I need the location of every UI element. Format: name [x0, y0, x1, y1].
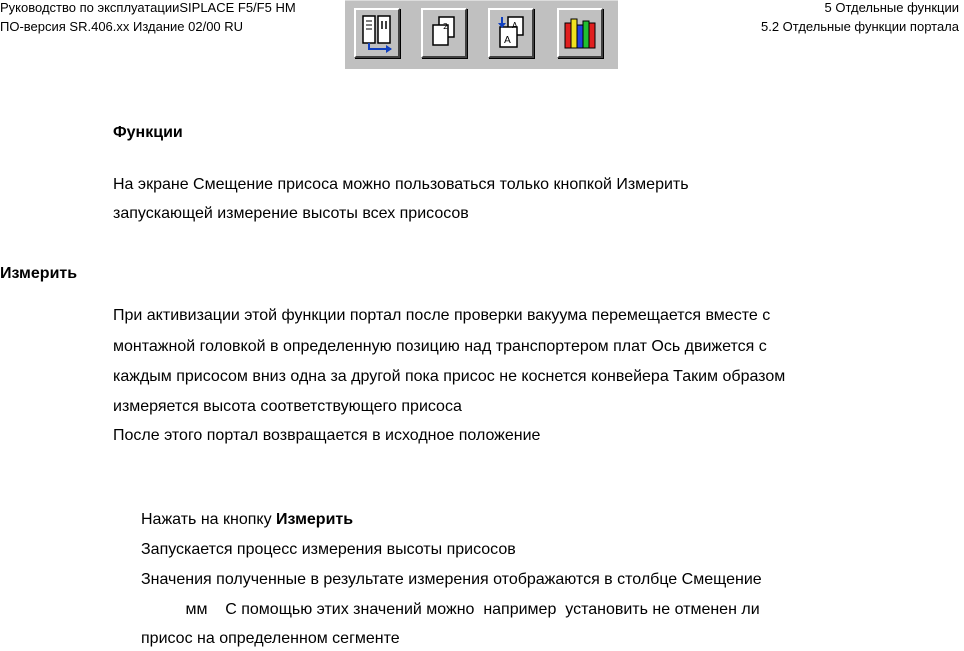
contents-icon: [358, 13, 396, 53]
description-line: При активизации этой функции портал после проверки вакуума перемещается вместе с: [113, 307, 771, 324]
header-chapter: 5 Отдельные функции: [824, 0, 959, 15]
step-press-measure: [141, 510, 353, 530]
measure-button-reference: Измерить: [276, 511, 354, 528]
header-section: 5.2 Отдельные функции портала: [761, 19, 959, 34]
functions-heading: Функции: [113, 124, 183, 141]
library-button[interactable]: [557, 8, 603, 58]
description-line: После этого портал возвращается в исходное положение: [113, 427, 541, 444]
step-line: Значения полученные в результате измерения отображаются в столбце Смещение: [141, 571, 762, 588]
step-line: мм С помощью этих значений можно например установить не отменен ли: [141, 601, 760, 618]
step-line: Запускается процесс измерения высоты присосов: [141, 541, 516, 558]
pages-icon: [425, 13, 463, 53]
step-press-text: Нажать на кнопку: [141, 511, 277, 528]
step-line: присос на определенном сегменте: [141, 630, 400, 647]
description-line: монтажной головкой в определенную позицию над транспортером плат Ось движется с: [113, 338, 767, 355]
intro-line: На экране Смещение присоса можно пользоваться только кнопкой Измерить: [113, 176, 689, 193]
contents-button[interactable]: [354, 8, 400, 58]
search-icon: [492, 13, 530, 53]
intro-line: запускающей измерение высоты всех присосов: [113, 205, 469, 222]
svg-text:2: 2: [443, 22, 449, 31]
measure-heading: Измерить: [0, 265, 78, 282]
search-button[interactable]: [488, 8, 534, 58]
header-version: ПО-версия SR.406.xx Издание 02/00 RU: [0, 19, 244, 34]
library-icon: [561, 13, 599, 53]
description-line: измеряется высота соответствующего присоса: [113, 398, 462, 415]
navigation-toolbar: [345, 0, 618, 69]
svg-text:A: A: [504, 35, 511, 46]
description-line: каждым присосом вниз одна за другой пока присос не коснется конвейера Таким образом: [113, 368, 786, 385]
header-manual-title: Руководство по эксплуатацииSIPLACE F5/F5 HM: [0, 0, 296, 15]
page-button[interactable]: [421, 8, 467, 58]
svg-text:A: A: [512, 21, 518, 30]
